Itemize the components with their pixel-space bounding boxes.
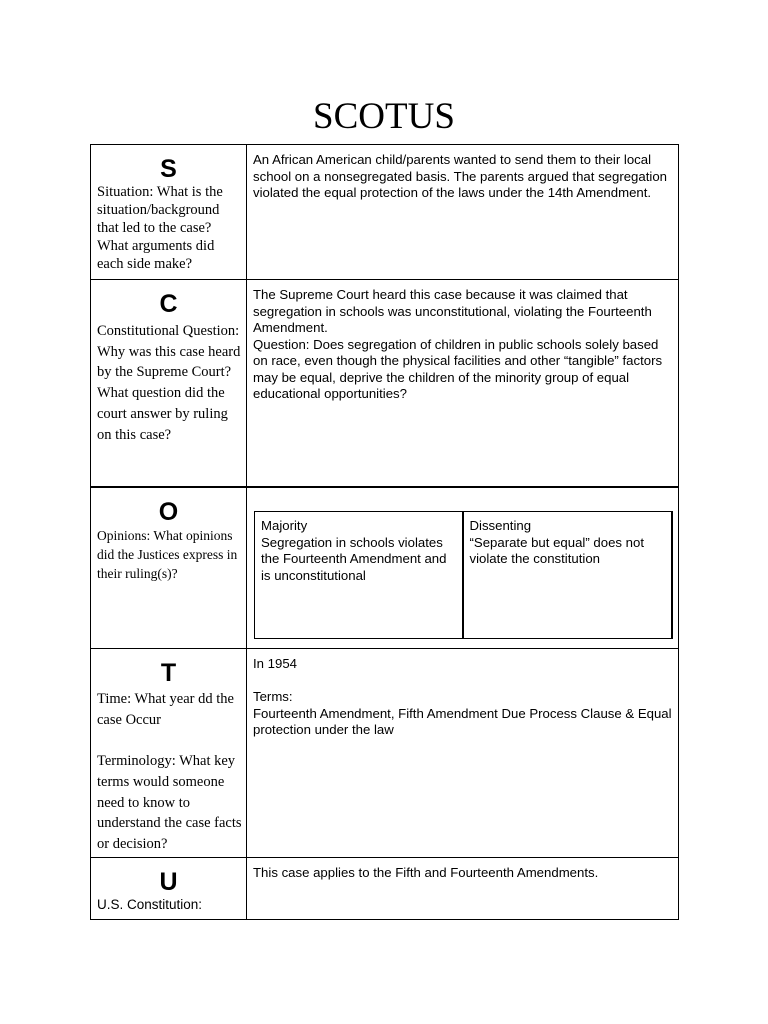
constitutional-prompt: Constitutional Question: Why was this case heard by the Supreme Court? What question did the court answer by ruling on this case?	[97, 323, 241, 443]
constitutional-answer: The Supreme Court heard this case because it was claimed that segregation in schools was unconstitutional, violating the Fourteenth Amendment. Question: Does segregation of children in public schools solely based on race, even though the physical facilities and other “tangible” factors may be equal, deprive the children of the minority group of equal educational opportunities?	[253, 287, 663, 401]
opinions-label-cell	[91, 487, 247, 649]
table-row-opinions	[91, 487, 679, 649]
situation-answer: An African American child/parents wanted to send them to their local school on a nonsegregated basis. The parents argued that segregation violated the equal protection of the laws under the 14th Amendment.	[253, 152, 667, 200]
opinions-answer-cell	[247, 487, 679, 649]
opinions-prompt: Opinions: What opinions did the Justices express in their ruling(s)?	[97, 528, 238, 581]
scotus-table	[90, 144, 679, 920]
majority-label: Majority	[261, 518, 308, 533]
situation-answer-cell	[247, 145, 679, 280]
time-terminology-prompt: Time: What year dd the case Occur Terminology: What key terms would someone need to know to understand the case facts or decision?	[97, 691, 242, 852]
dissenting-label: Dissenting	[469, 518, 532, 533]
time-answer-cell	[247, 649, 679, 858]
row-letter-s: S	[160, 155, 177, 183]
table-row-constitutional-question	[91, 280, 679, 488]
opinions-boxes	[254, 511, 673, 639]
row-letter-c: C	[159, 290, 178, 318]
table-row-us-constitution	[91, 858, 679, 920]
constitutional-label-cell	[91, 280, 247, 488]
row-letter-o: O	[158, 498, 179, 526]
dissenting-opinion-box	[464, 511, 674, 639]
row-letter-u: U	[159, 868, 178, 896]
time-terminology-answer: In 1954 Terms: Fourteenth Amendment, Fifth Amendment Due Process Clause & Equal protection under the law	[253, 656, 672, 737]
constitution-answer: This case applies to the Fifth and Fourteenth Amendments.	[253, 865, 599, 880]
situation-prompt: Situation: What is the situation/background that led to the case? What arguments did each side make?	[97, 184, 223, 272]
table-row-time-terminology	[91, 649, 679, 858]
situation-label-cell	[91, 145, 247, 280]
constitutional-answer-cell	[247, 280, 679, 488]
document-title: SCOTUS	[313, 96, 455, 137]
majority-opinion-box	[254, 511, 464, 639]
constitution-label-cell	[91, 858, 247, 920]
constitution-prompt: U.S. Constitution:	[97, 897, 203, 912]
time-label-cell	[91, 649, 247, 858]
table-row-situation	[91, 145, 679, 280]
constitution-answer-cell	[247, 858, 679, 920]
dissenting-text: “Separate but equal” does not violate the constitution	[469, 534, 644, 566]
row-letter-t: T	[160, 659, 177, 687]
majority-text: Segregation in schools violates the Fourteenth Amendment and is unconstitutional	[261, 534, 447, 583]
